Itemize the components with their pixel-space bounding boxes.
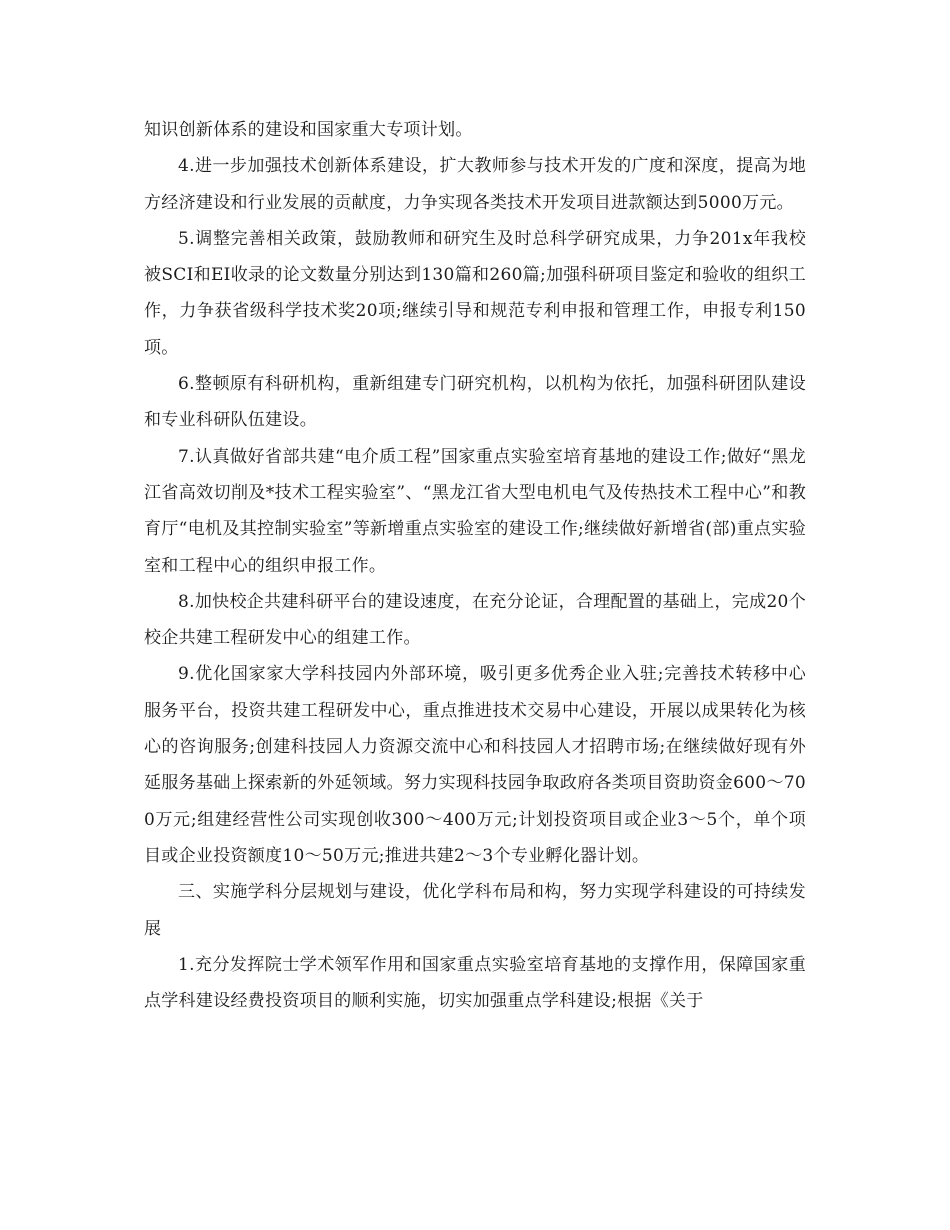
paragraph-item-7: 7.认真做好省部共建“电介质工程”国家重点实验室培育基地的建设工作;做好“黑龙江省高效切削及*技术工程实验室”、“黑龙江省大型电机电气及传热技术工程中心”和教育厅“电机及其控制实验室”等新增重点实验室的建设工作;继续做好新增省(部)重点实验室和工程中心的组织申报工作。 <box>144 446 806 576</box>
paragraph-item-9: 9.优化国家家大学科技园内外部环境，吸引更多优秀企业入驻;完善技术转移中心服务平台，投资共建工程研发中心，重点推进技术交易中心建设，开展以成果转化为核心的咨询服务;创建科技园人力资源交流中心和科技园人才招聘市场;在继续做好现有外延服务基础上探索新的外延领域。努力实现科技园争取政府各类项目资助资金600～700万元;组建经营性公司实现创收300～400万元;计划投资项目或企业3～5个，单个项目或企业投资额度10～50万元;推进共建2～3个专业孵化器计划。 <box>144 664 806 866</box>
paragraph-item-8: 8.加快校企共建科研平台的建设速度，在充分论证，合理配置的基础上，完成20个校企共建工程研发中心的组建工作。 <box>144 591 806 649</box>
paragraph-continuation: 知识创新体系的建设和国家重大专项计划。 <box>144 120 473 140</box>
paragraph-item-1: 1.充分发挥院士学术领军作用和国家重点实验室培育基地的支撑作用，保障国家重点学科建设经费投资项目的顺利实施，切实加强重点学科建设;根据《关于 <box>144 954 806 1012</box>
document-body <box>144 112 806 1019</box>
section-heading-3: 三、实施学科分层规划与建设，优化学科布局和构，努力实现学科建设的可持续发展 <box>144 882 806 939</box>
paragraph-item-6: 6.整顿原有科研机构，重新组建专门研究机构，以机构为依托，加强科研团队建设和专业科研队伍建设。 <box>144 374 806 431</box>
paragraph-item-4: 4.进一步加强技术创新体系建设，扩大教师参与技术开发的广度和深度，提高为地方经济建设和行业发展的贡献度，力争实现各类技术开发项目进款额达到5000万元。 <box>144 156 806 213</box>
paragraph-item-5: 5.调整完善相关政策，鼓励教师和研究生及时总科学研究成果，力争201x年我校被SCI和EI收录的论文数量分别达到130篇和260篇;加强科研项目鉴定和验收的组织工作，力争获省级科学技术奖20项;继续引导和规范专利申报和管理工作，申报专利150项。 <box>144 228 806 358</box>
